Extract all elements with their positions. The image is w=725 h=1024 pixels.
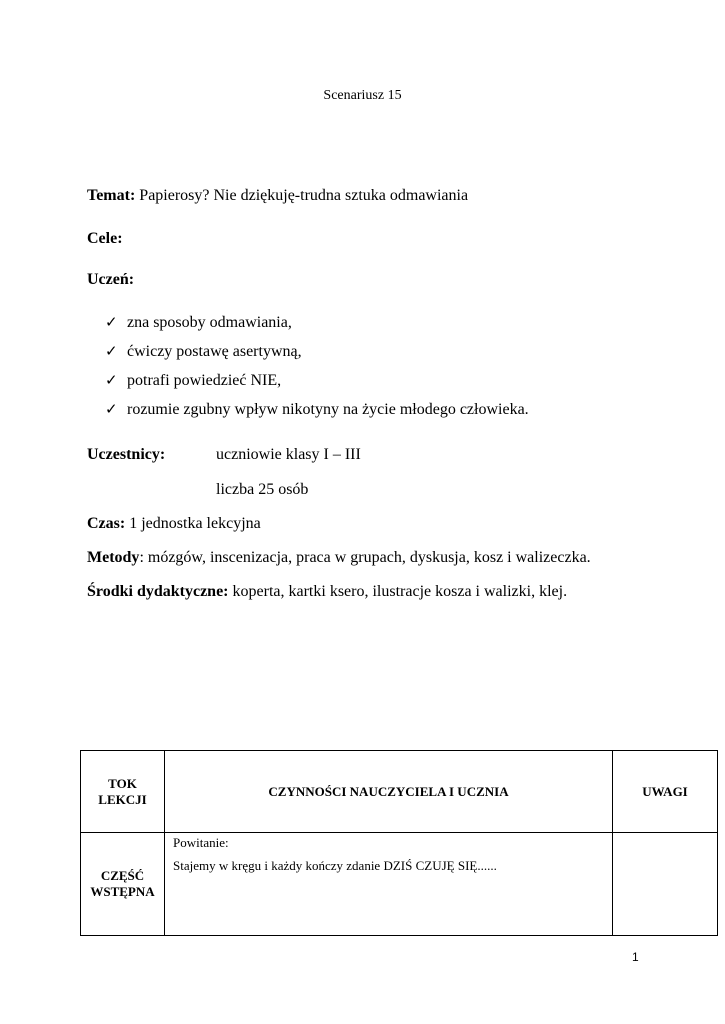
page-number: 1 <box>632 950 639 964</box>
notes-cell <box>613 833 718 936</box>
checkmark-icon: ✓ <box>105 373 118 389</box>
participants-label: Uczestnicy: <box>87 446 166 463</box>
column-header-notes: UWAGI <box>613 751 718 833</box>
page-title: Scenariusz 15 <box>323 88 402 103</box>
aids-label: Środki dydaktyczne: <box>87 583 229 600</box>
stage-cell: CZĘŚĆ WSTĘPNA <box>81 833 165 936</box>
participants-count: liczba 25 osób <box>216 481 309 498</box>
column-header-course: TOK LEKCJI <box>81 751 165 833</box>
time-value: 1 jednostka lekcyjna <box>129 515 261 532</box>
lesson-table <box>80 750 718 936</box>
methods-label: Metody <box>87 549 140 566</box>
student-label: Uczeń: <box>87 271 135 288</box>
topic-label: Temat: <box>87 187 136 204</box>
topic-line <box>87 187 468 205</box>
checkmark-icon: ✓ <box>105 315 118 331</box>
participants-value: uczniowie klasy I – III <box>216 446 361 463</box>
table-header-row <box>81 751 718 833</box>
checkmark-icon: ✓ <box>105 344 118 360</box>
methods-line <box>87 549 591 567</box>
checkmark-icon: ✓ <box>105 402 118 418</box>
list-item: ✓ potrafi powiedzieć NIE, <box>105 372 282 389</box>
list-item: ✓ rozumie zgubny wpływ nikotyny na życie młodego człowieka. <box>105 401 529 418</box>
aids-value: koperta, kartki ksero, ilustracje kosza i walizki, klej. <box>232 583 568 600</box>
activities-cell: Powitanie: Stajemy w kręgu i każdy kończy zdanie DZIŚ CZUJĘ SIĘ...... <box>165 833 613 936</box>
time-line <box>87 515 261 533</box>
methods-value: : mózgów, inscenizacja, praca w grupach, dyskusja, kosz i walizeczka. <box>139 549 591 566</box>
table-row <box>81 833 718 936</box>
time-label: Czas: <box>87 515 126 532</box>
topic-value: Papierosy? Nie dziękuję-trudna sztuka odmawiania <box>139 187 469 204</box>
list-item: ✓ zna sposoby odmawiania, <box>105 314 292 331</box>
aids-line <box>87 583 567 601</box>
list-item: ✓ ćwiczy postawę asertywną, <box>105 343 302 360</box>
objectives-list <box>105 313 529 429</box>
goals-label: Cele: <box>87 230 123 247</box>
column-header-activities: CZYNNOŚCI NAUCZYCIELA I UCZNIA <box>165 751 613 833</box>
